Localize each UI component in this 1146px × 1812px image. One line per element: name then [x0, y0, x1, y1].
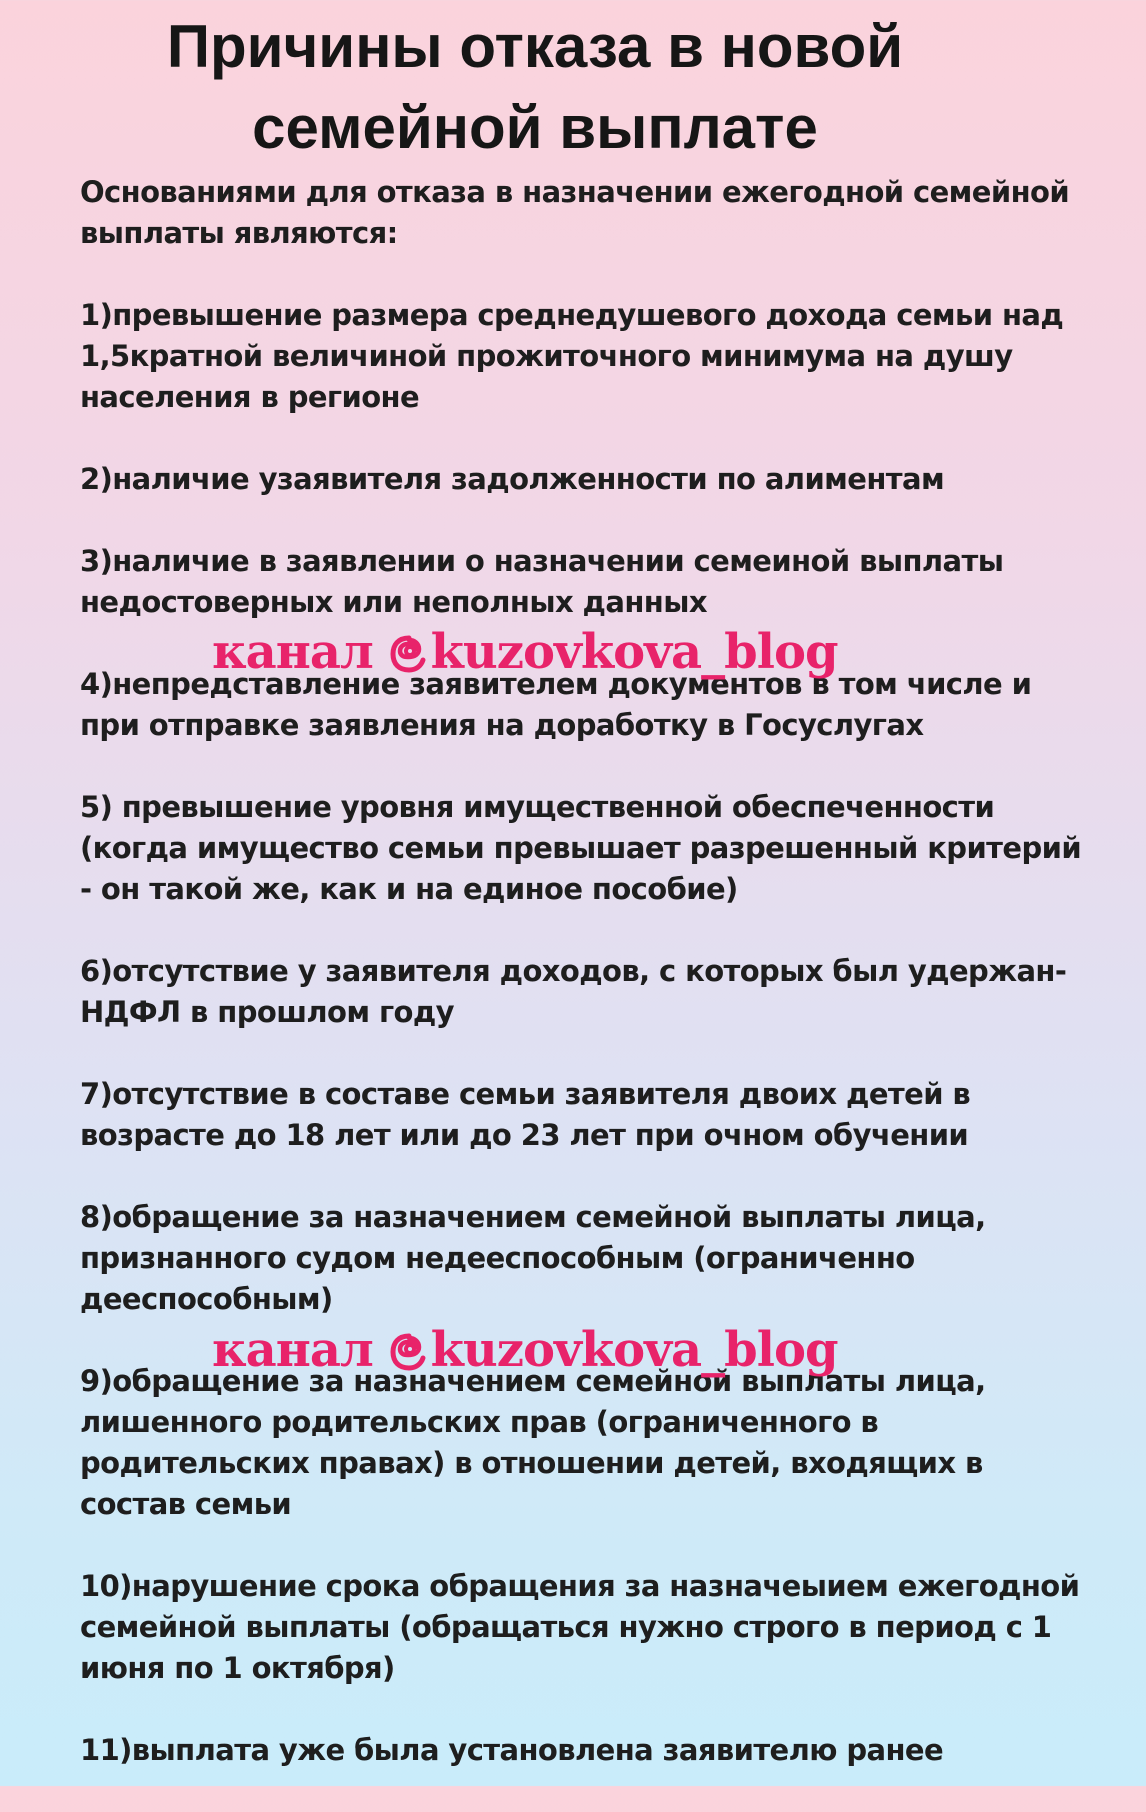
reason-7: 7)отсутствие в составе семьи заявителя двоих детей в возрасте до 18 лет или до 23 лет при очном обучении [80, 1077, 971, 1152]
channel-watermark [212, 1322, 972, 1378]
title-line-1: Причины отказа в новой [166, 13, 904, 80]
page-title [0, 6, 1070, 168]
reason-9: 9)обращение за назначением семейной выплаты лица, лишенного родительских прав (ограниченного в родительских правах) в отношении детей, входящих в состав семьи [80, 1364, 986, 1521]
reason-11: 11)выплата уже была установлена заявителю ранее [80, 1733, 944, 1767]
title-line-2: семейной выплате [252, 94, 818, 161]
reason-4: 4)непредставление заявителем документов в том числе и при отправке заявления на доработку в Госуслугах [80, 667, 1032, 742]
reason-6: 6)отсутствие у заявителя доходов, с которых был удержан-НДФЛ в прошлом году [80, 954, 1067, 1029]
reason-10: 10)нарушение срока обращения за назначеыием ежегодной семейной выплаты (обращаться нужно строго в период с 1 июня по 1 октября) [80, 1569, 1080, 1685]
reason-3: 3)наличие в заявлении о назначении семеиной выплаты недостоверных или неполных данных [80, 544, 1004, 619]
threads-icon [389, 634, 429, 674]
reasons-document [80, 172, 1090, 1812]
watermark-handle: kuzovkova_blog [430, 624, 838, 680]
reason-1: 1)превышение размера среднедушевого дохода семьи над 1,5кратной величиной прожиточного минимума на душу населения в регионе [80, 298, 1064, 414]
reason-5: 5) превышение уровня имущественной обеспеченности (когда имущество семьи превышает разрешенный критерий - он такой же, как и на единое пособие) [80, 790, 1082, 906]
reason-8: 8)обращение за назначением семейной выплаты лица, признанного судом недееспособным (ограниченно дееспособным) [80, 1200, 986, 1316]
intro-text: Основаниями для отказа в назначении ежегодной семейной выплаты являются: [80, 175, 1070, 250]
threads-icon [389, 1332, 429, 1372]
channel-watermark [212, 624, 972, 680]
watermark-prefix: канал [212, 1322, 389, 1378]
watermark-handle: kuzovkova_blog [430, 1322, 838, 1378]
reason-2: 2)наличие узаявителя задолженности по алиментам [80, 462, 945, 496]
watermark-prefix: канал [212, 624, 389, 680]
